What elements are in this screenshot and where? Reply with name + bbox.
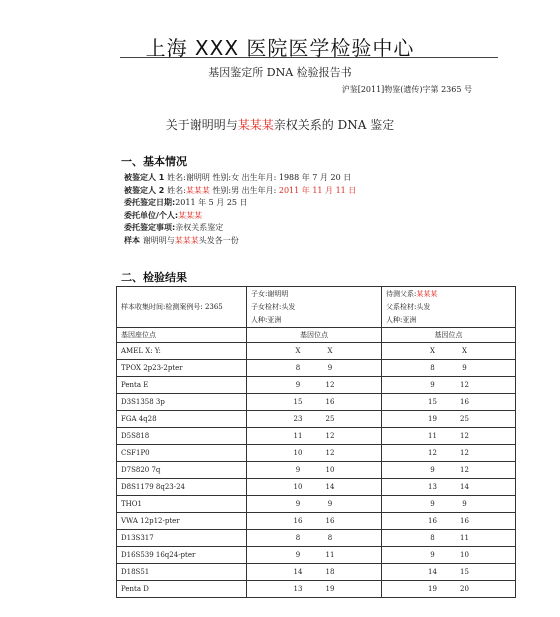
allele-value: 9 [327, 500, 333, 508]
allele-pair [251, 517, 377, 525]
allele-value: 23 [293, 415, 303, 423]
info-value: 姓名: [167, 185, 186, 195]
allele-value: 8 [430, 534, 435, 542]
table-row [117, 377, 516, 394]
allele-value: 14 [293, 568, 303, 576]
child-alleles-cell [247, 411, 382, 428]
info-name: 某某某 [178, 210, 203, 220]
locus-cell: TPOX 2p23-2pter [117, 360, 247, 377]
info-line-subject2 [124, 185, 356, 198]
allele-pair [251, 347, 377, 355]
allele-value: 12 [325, 432, 335, 440]
info-value: 2011 年 5 月 25 日 [175, 198, 248, 208]
allele-value: 25 [460, 415, 469, 423]
allele-value: 12 [460, 381, 469, 389]
child-race: 人种:亚洲 [251, 315, 282, 324]
father-alleles-cell [382, 564, 516, 581]
allele-value: 12 [428, 449, 437, 457]
heading-prefix: 关于谢明明与 [165, 118, 238, 132]
allele-value: 9 [430, 466, 435, 474]
section-results-title: 二、检验结果 [121, 271, 187, 284]
report-title: 上海 XXX 医院医学检验中心 [145, 36, 415, 60]
allele-pair [386, 568, 511, 576]
info-line-request-date [124, 197, 356, 210]
allele-value: 11 [325, 551, 335, 559]
allele-value: 13 [293, 585, 303, 593]
locus-cell: FGA 4q28 [117, 411, 247, 428]
child-alleles-cell [247, 343, 382, 360]
father-name-value: 某某某 [416, 289, 438, 298]
allele-pair [386, 415, 511, 423]
info-name: 某某某 [174, 235, 199, 245]
child-alleles-cell [247, 513, 382, 530]
info-key: 样本 [124, 235, 143, 245]
father-alleles-cell [382, 581, 516, 598]
father-alleles-cell [382, 479, 516, 496]
father-alleles-cell [382, 445, 516, 462]
allele-value: 8 [430, 364, 435, 372]
allele-value: 11 [428, 432, 437, 440]
locus-cell: THO1 [117, 496, 247, 513]
sample-info-cell: 样本收集时间:检测案例号: 2365 [117, 287, 247, 328]
allele-value: 19 [325, 585, 335, 593]
father-alleles-cell [382, 360, 516, 377]
locus-cell: Penta D [117, 581, 247, 598]
allele-value: 10 [293, 483, 303, 491]
child-alleles-cell [247, 547, 382, 564]
allele-value: 20 [460, 585, 469, 593]
table-column-header-row [117, 328, 516, 343]
allele-pair [386, 500, 511, 508]
father-alleles-cell [382, 496, 516, 513]
info-key: 被鉴定人 1 [124, 173, 168, 182]
allele-value: 25 [325, 415, 335, 423]
info-name: 某某某 [185, 185, 210, 195]
table-row [117, 581, 516, 598]
child-info-cell [247, 287, 382, 328]
locus-cell: AMEL X: Y: [117, 343, 247, 360]
child-alleles-cell [247, 445, 382, 462]
father-alleles-cell [382, 377, 516, 394]
allele-value: 12 [460, 466, 469, 474]
locus-cell: D5S818 [117, 428, 247, 445]
allele-value: 9 [327, 364, 333, 372]
locus-cell: D8S1179 8q23-24 [117, 479, 247, 496]
allele-value: 8 [327, 534, 333, 542]
allele-pair [251, 483, 377, 491]
allele-value: 9 [462, 500, 467, 508]
table-row [117, 479, 516, 496]
report-heading [0, 116, 560, 133]
info-line-sample [124, 235, 356, 248]
allele-pair [251, 415, 377, 423]
table-row [117, 564, 516, 581]
info-line-subject1 [124, 172, 356, 185]
info-date: 2011 年 11 月 11 日 [278, 185, 357, 195]
allele-value: 16 [293, 517, 303, 525]
child-alleles-cell [247, 360, 382, 377]
allele-value: 12 [460, 432, 469, 440]
child-alleles-cell [247, 496, 382, 513]
locus-cell: CSF1P0 [117, 445, 247, 462]
allele-value: 14 [460, 483, 469, 491]
info-key: 委托鉴定事项: [124, 223, 176, 233]
allele-value: X [430, 347, 435, 355]
table-row [117, 428, 516, 445]
locus-cell: D16S539 16q24-pter [117, 547, 247, 564]
allele-pair [251, 500, 377, 508]
father-info-cell [382, 287, 516, 328]
allele-value: 12 [460, 449, 469, 457]
info-key: 被鉴定人 2 [124, 185, 168, 195]
allele-value: 9 [295, 381, 301, 389]
info-value: 亲权关系鉴定 [175, 223, 224, 233]
allele-pair [251, 585, 377, 593]
allele-value: 9 [430, 500, 435, 508]
allele-value: 16 [460, 398, 469, 406]
section-basic-info-title: 一、基本情况 [121, 155, 187, 168]
allele-pair [251, 466, 377, 474]
allele-value: 9 [430, 381, 435, 389]
allele-pair [386, 551, 511, 559]
allele-value: 9 [295, 551, 301, 559]
allele-value: 10 [325, 466, 335, 474]
father-alleles-cell [382, 547, 516, 564]
allele-pair [386, 585, 511, 593]
father-alleles-cell [382, 462, 516, 479]
allele-value: 13 [428, 483, 437, 491]
table-row [117, 496, 516, 513]
locus-cell: D3S1358 3p [117, 394, 247, 411]
table-row [117, 513, 516, 530]
allele-value: 9 [295, 500, 301, 508]
child-alleles-cell [247, 462, 382, 479]
allele-pair [251, 551, 377, 559]
table-row [117, 343, 516, 360]
child-alleles-cell [247, 581, 382, 598]
allele-value: 15 [428, 398, 437, 406]
father-name [386, 288, 511, 301]
allele-value: 10 [460, 551, 469, 559]
info-value: 头发各一份 [198, 235, 239, 245]
father-alleles-cell [382, 530, 516, 547]
allele-pair [386, 398, 511, 406]
table-row [117, 411, 516, 428]
father-name-label: 待测父系: [386, 289, 417, 298]
column-header-locus: 基因座位点 [117, 328, 247, 343]
allele-pair [251, 534, 377, 542]
allele-value: 11 [293, 432, 303, 440]
allele-pair [251, 364, 377, 372]
allele-pair [386, 364, 511, 372]
allele-value: 16 [460, 517, 469, 525]
father-alleles-cell [382, 411, 516, 428]
document-number: 沪鉴[2011]物鉴(遗传)字第 2365 号 [341, 85, 472, 94]
table-row [117, 547, 516, 564]
allele-pair [386, 347, 511, 355]
allele-value: 11 [460, 534, 469, 542]
results-table [116, 286, 516, 598]
allele-value: X [295, 347, 301, 355]
info-line-matter [124, 222, 356, 235]
table-row [117, 462, 516, 479]
info-key: 委托鉴定日期: [124, 198, 176, 208]
allele-pair [386, 483, 511, 491]
allele-pair [251, 381, 377, 389]
info-value: 性别:男 出生年月: [209, 185, 279, 195]
info-line-requester [124, 210, 356, 223]
child-sample: 子女检材:头发 [251, 302, 296, 311]
locus-cell: D18S51 [117, 564, 247, 581]
child-alleles-cell [247, 479, 382, 496]
allele-value: 14 [428, 568, 437, 576]
child-alleles-cell [247, 564, 382, 581]
allele-value: 16 [325, 517, 335, 525]
heading-name: 某某某 [237, 118, 274, 132]
allele-value: 9 [430, 551, 435, 559]
child-name: 子女:谢明明 [251, 289, 289, 298]
father-race: 人种:亚洲 [386, 315, 417, 324]
allele-pair [251, 568, 377, 576]
table-row [117, 394, 516, 411]
child-alleles-cell [247, 377, 382, 394]
allele-pair [386, 449, 511, 457]
info-value: 姓名:谢明明 性别:女 出生年月: 1988 年 7 月 20 日 [167, 173, 352, 182]
allele-value: 16 [428, 517, 437, 525]
locus-cell: Penta E [117, 377, 247, 394]
table-row [117, 360, 516, 377]
table-row [117, 530, 516, 547]
allele-value: 8 [295, 364, 301, 372]
allele-pair [251, 449, 377, 457]
basic-info-block [124, 172, 356, 248]
father-sample: 父系检材:头发 [386, 302, 431, 311]
allele-value: 9 [462, 364, 467, 372]
column-header-father: 基因位点 [382, 328, 516, 343]
father-alleles-cell [382, 343, 516, 360]
allele-value: 14 [325, 483, 335, 491]
allele-value: X [327, 347, 333, 355]
info-key: 委托单位/个人: [124, 210, 179, 220]
allele-pair [386, 517, 511, 525]
father-alleles-cell [382, 428, 516, 445]
locus-cell: D13S317 [117, 530, 247, 547]
allele-value: X [462, 347, 467, 355]
allele-pair [386, 534, 511, 542]
child-alleles-cell [247, 428, 382, 445]
locus-cell: D7S820 7q [117, 462, 247, 479]
allele-value: 16 [325, 398, 335, 406]
allele-value: 10 [293, 449, 303, 457]
allele-value: 19 [428, 585, 437, 593]
allele-value: 15 [293, 398, 303, 406]
heading-suffix: 亲权关系的 DNA 鉴定 [273, 118, 395, 132]
allele-value: 15 [460, 568, 469, 576]
allele-value: 9 [295, 466, 301, 474]
allele-value: 12 [325, 449, 335, 457]
allele-value: 18 [325, 568, 335, 576]
father-alleles-cell [382, 513, 516, 530]
allele-value: 8 [295, 534, 301, 542]
allele-pair [251, 398, 377, 406]
allele-value: 12 [325, 381, 335, 389]
allele-pair [386, 381, 511, 389]
allele-value: 19 [428, 415, 437, 423]
father-alleles-cell [382, 394, 516, 411]
locus-cell: VWA 12p12-pter [117, 513, 247, 530]
title-rule [120, 57, 498, 58]
table-row [117, 445, 516, 462]
allele-pair [386, 432, 511, 440]
table-header-info-row [117, 287, 516, 328]
info-value: 谢明明与 [142, 235, 175, 245]
allele-pair [386, 466, 511, 474]
child-alleles-cell [247, 394, 382, 411]
allele-pair [251, 432, 377, 440]
column-header-child: 基因位点 [247, 328, 382, 343]
report-subtitle: 基因鉴定所 DNA 检验报告书 [208, 66, 352, 79]
child-alleles-cell [247, 530, 382, 547]
